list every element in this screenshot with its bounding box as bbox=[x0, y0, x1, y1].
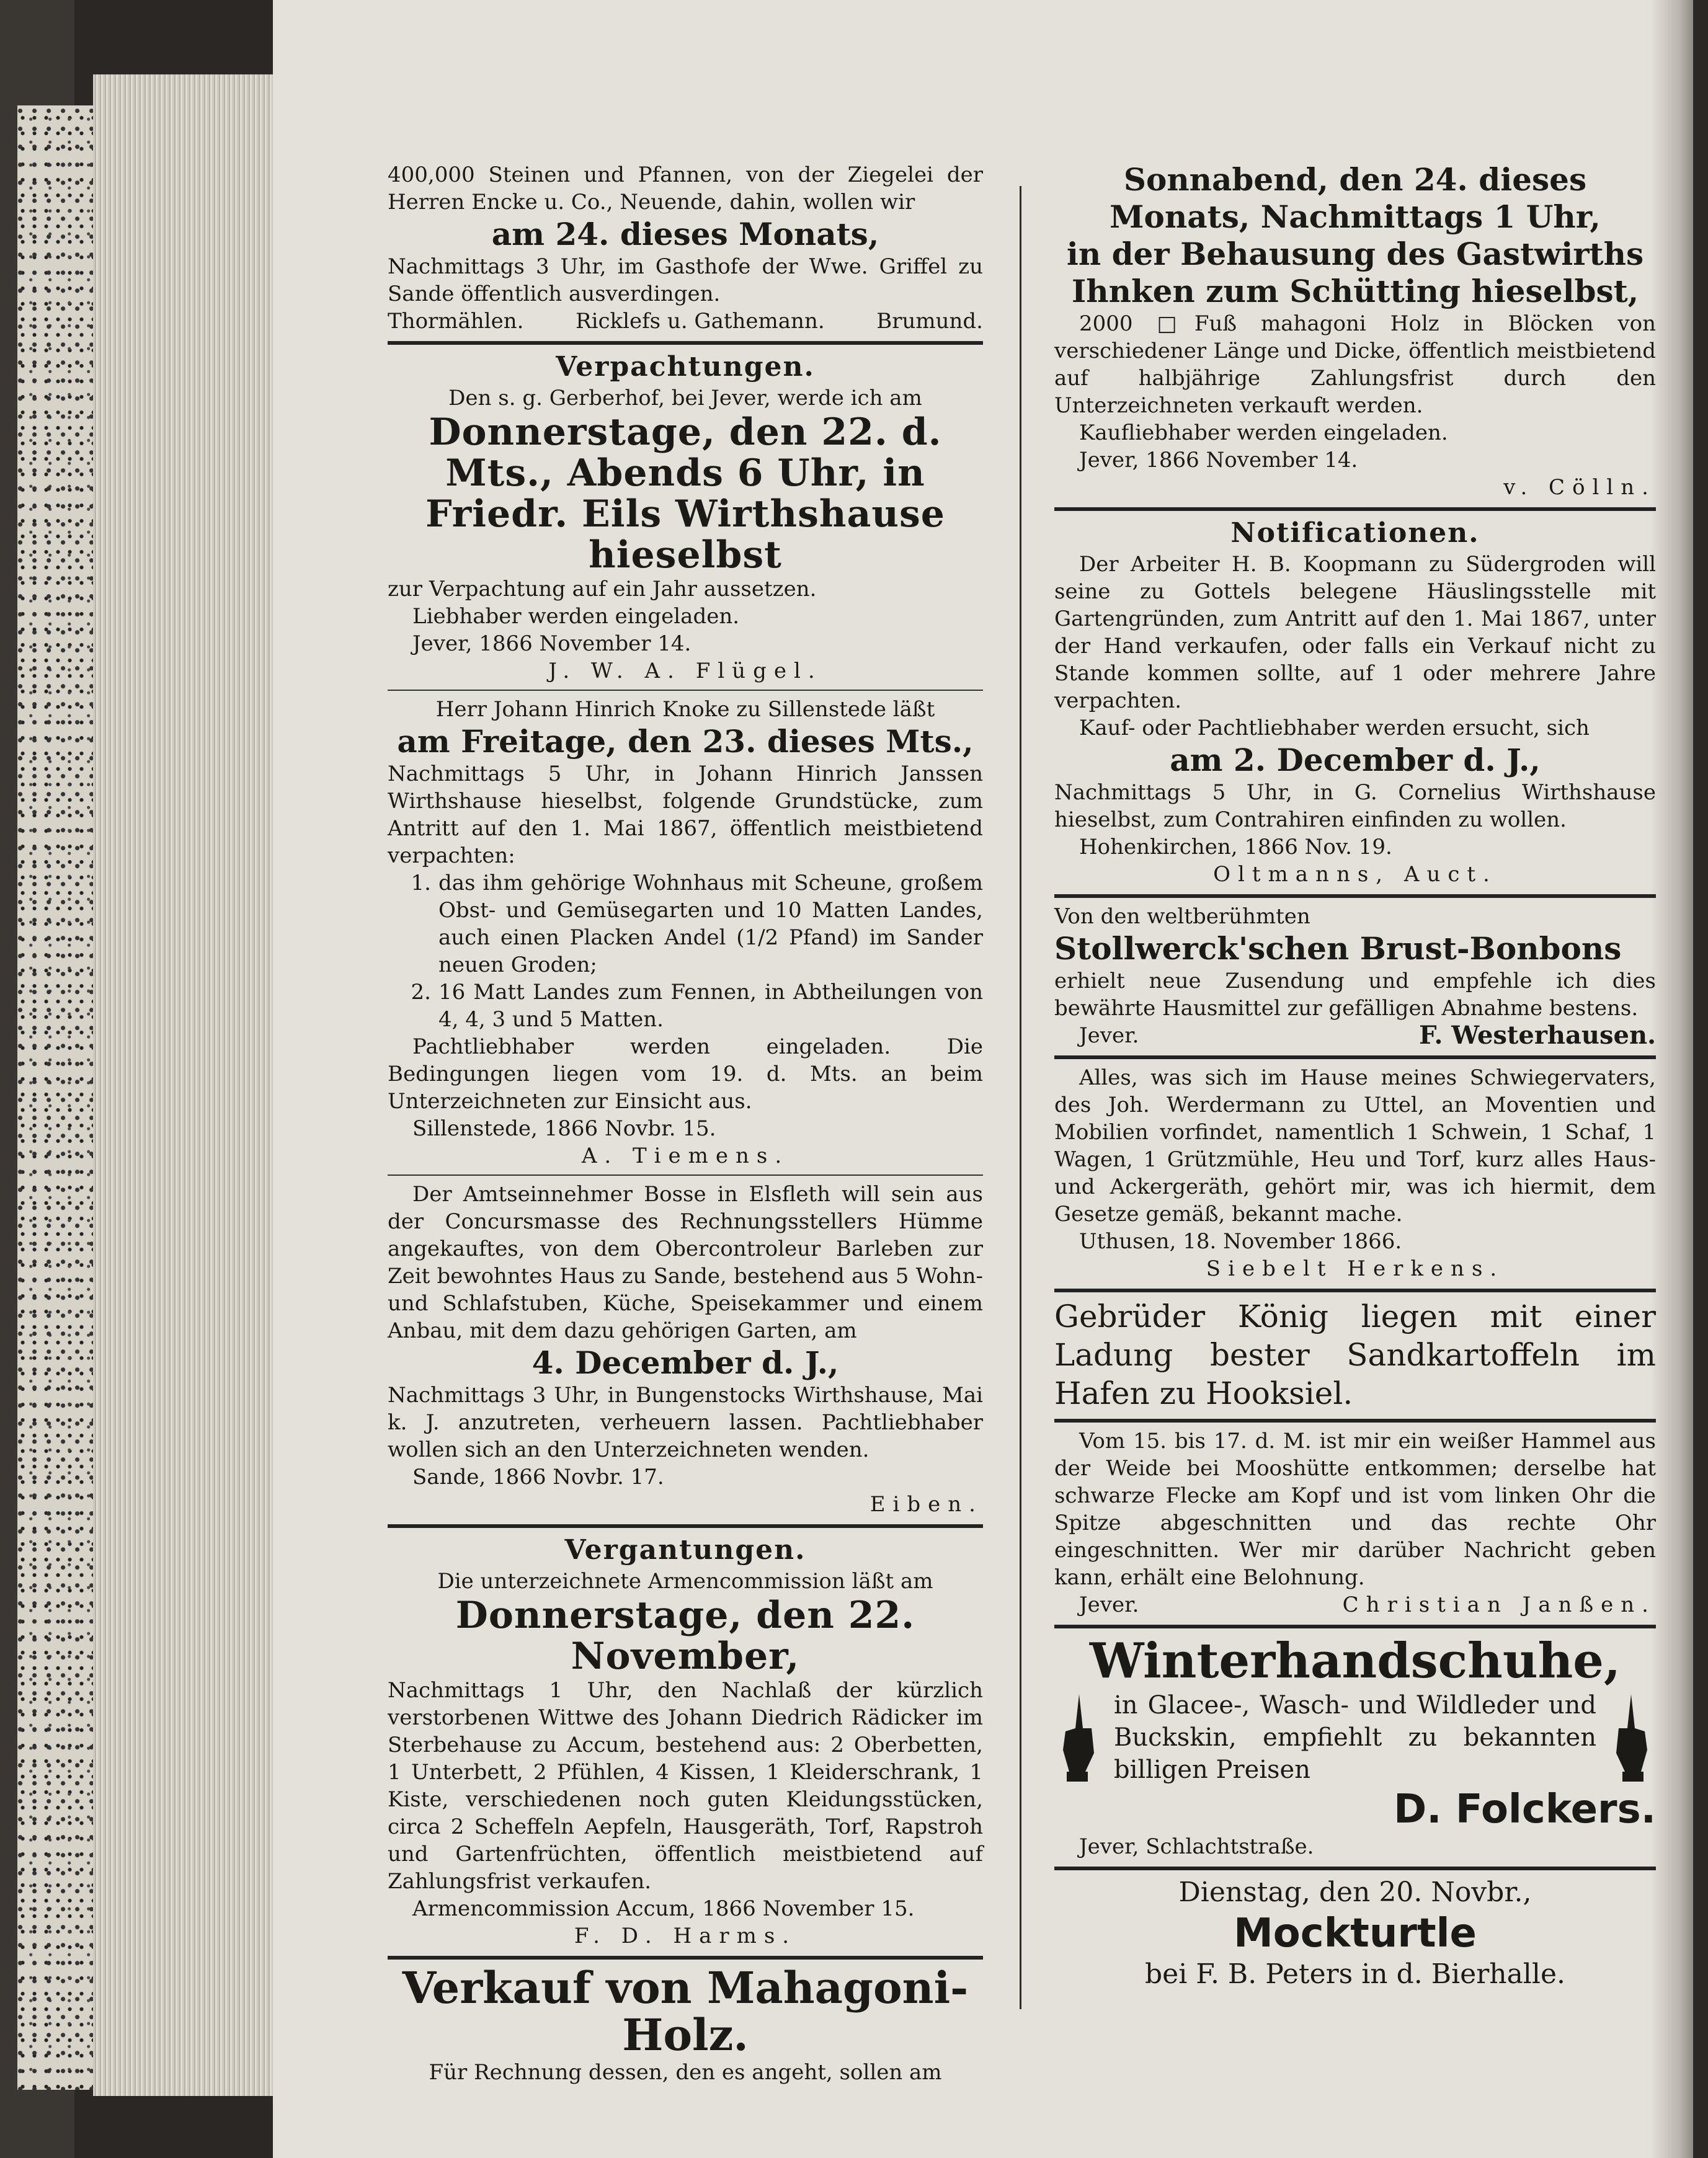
ad-signature: Siebelt Herkens. bbox=[1206, 1256, 1505, 1281]
list-item bbox=[388, 869, 983, 979]
ad-headline: Winterhandschuhe, bbox=[1089, 1633, 1621, 1689]
ad-text: Kaufliebhaber werden eingeladen. bbox=[1079, 420, 1448, 445]
ad-place: Jever. bbox=[1079, 1023, 1139, 1048]
ad-mahagoni bbox=[388, 1962, 983, 2086]
signature: Ricklefs u. Gathemann. bbox=[575, 309, 825, 334]
ad-text: Gebrüder König liegen mit einer Ladung bester Sandkartoffeln im Hafen zu Hooksiel. bbox=[1054, 1299, 1656, 1411]
ad-knoke bbox=[388, 696, 983, 1170]
ad-signature: A. Tiemens. bbox=[581, 1143, 790, 1168]
ad-hammel bbox=[1054, 1428, 1656, 1618]
ad-dateline: Jever, 1866 November 14. bbox=[412, 631, 692, 656]
ad-text: bei F. B. Peters in d. Bierhalle. bbox=[1145, 1958, 1565, 1990]
ad-rule bbox=[1054, 1867, 1656, 1870]
ad-text: Die unterzeichnete Armencommission läßt am bbox=[437, 1569, 933, 1594]
ad-text: Nachmittags 1 Uhr, den Nachlaß der kürzlich verstorbenen Wittwe des Johann Diedrich Rädicker im Sterbehause zu Accum, bestehend aus: 2 Oberbetten, 1 Unterbett, 2 Pfühlen, 4 Kissen, 1 Kleiderschrank, 1 Kiste, verschiedenen noch guten Kleidungsstücken, circa 2 Scheffeln Aepfeln, Hausgeräth, Torf, Rapstroh und Gartenfrüchten, öffentlich meistbietend auf Zahlungsfrist verkaufen. bbox=[388, 1678, 983, 1894]
ad-text: Vom 15. bis 17. d. M. ist mir ein weißer Hammel aus der Weide bei Mooshütte entkommen; derselbe hat schwarze Flecke am Kopf und ist vom linken Ohr die Spitze abgeschnitten und das rechte Ohr eingeschnitten. Wer mir darüber Nachricht geben kann, erhält eine Belohnung. bbox=[1054, 1429, 1656, 1590]
ad-text: Der Arbeiter H. B. Koopmann zu Südergroden will seine zu Gottels belegene Häuslingsstelle mit Gartengründen, zum Antritt auf den 1. Mai 1867, unter der Hand verkaufen, oder falls ein Verkauf nicht zu Stande kommen sollte, auf 1 oder mehrere Jahre verpachten. bbox=[1054, 552, 1656, 713]
ad-bosse bbox=[388, 1181, 983, 1518]
ad-herkens bbox=[1054, 1064, 1656, 1282]
ad-signature: v. Cölln. bbox=[1503, 475, 1656, 500]
ad-mahagoni-cont bbox=[1054, 161, 1656, 501]
ad-text: Herr Johann Hinrich Knoke zu Sillenstede läßt bbox=[435, 697, 935, 722]
list-item bbox=[388, 979, 983, 1033]
right-column bbox=[1054, 161, 1656, 1992]
ad-headline: Donnerstage, den 22. November, bbox=[455, 1594, 915, 1678]
list-text: 16 Matt Landes zum Fennen, in Abtheilungen von 4, 4, 3 und 5 Matten. bbox=[438, 980, 983, 1032]
ad-text: 400,000 Steinen und Pfannen, von der Ziegelei der Herren Encke u. Co., Neuende, dahin, wollen wir bbox=[388, 162, 983, 215]
ad-headline: Donnerstage, den 22. d. Mts., Abends 6 Uhr, in Friedr. Eils Wirthshause hieselbst bbox=[425, 411, 945, 577]
ad-text: Liebhaber werden eingeladen. bbox=[412, 604, 740, 629]
ad-place: Jever. bbox=[1079, 1592, 1139, 1617]
ad-signature: J. W. A. Flügel. bbox=[548, 659, 822, 683]
page-gutter-shadow bbox=[1650, 0, 1693, 2158]
ad-headline: Verkauf von Mahagoni-Holz. bbox=[402, 1962, 969, 2061]
ad-rule bbox=[1054, 894, 1656, 898]
ad-text: zur Verpachtung auf ein Jahr aussetzen. bbox=[388, 577, 817, 602]
ad-text: Alles, was sich im Hause meines Schwiegervaters, des Joh. Werdermann zu Uttel, an Moventien und Mobilien vorfindet, namentlich 1 Schwein, 1 Schaf, 1 Wagen, 1 Grützmühle, Heu und Torf, kurz alles Haus- und Ackergeräth, gehört mir, was ich hiermit, dem Gesetze gemäß, bekannt mache. bbox=[1054, 1065, 1656, 1227]
ad-text: Kauf- oder Pachtliebhaber werden ersucht, sich bbox=[1079, 716, 1590, 740]
list-text: das ihm gehörige Wohnhaus mit Scheune, großem Obst- und Gemüsegarten und 10 Matten Landes, auch einen Placken Andel (1/2 Pfand) im Sander neuen Groden; bbox=[438, 871, 983, 977]
ad-rule bbox=[388, 1174, 983, 1176]
ad-signature: Eiben. bbox=[870, 1492, 983, 1517]
section-rule bbox=[388, 1956, 983, 1960]
ad-text: Pachtliebhaber werden eingeladen. Die Bedingungen liegen vom 19. d. Mts. an beim Unterzeichneten zur Einsicht aus. bbox=[388, 1034, 983, 1114]
section-rule bbox=[1054, 507, 1656, 511]
ad-signatures bbox=[1054, 1591, 1656, 1618]
section-heading: Notificationen. bbox=[1230, 517, 1480, 549]
ad-mockturtle bbox=[1054, 1875, 1656, 1992]
ad-merchant-name: D. Folckers. bbox=[1394, 1787, 1656, 1832]
ad-headline: Sonnabend, den 24. dieses Monats, Nachmittags 1 Uhr, bbox=[1110, 161, 1601, 235]
ad-koenig bbox=[1054, 1297, 1656, 1413]
ad-rule bbox=[1054, 1289, 1656, 1292]
column-divider bbox=[1020, 186, 1021, 2009]
ad-text: Der Amtseinnehmer Bosse in Elsfleth will sein aus der Concursmasse des Rechnungsstellers Hümme angekauftes, von dem Obercontroleur Barleben zur Zeit bewohntes Haus zu Sande, bestehend aus 5 Wohn- und Schlafstuben, Küche, Speisekammer und einem Anbau, mit dem dazu gehörigen Garten, am bbox=[388, 1182, 983, 1343]
ad-armencommission bbox=[388, 1568, 983, 1950]
signature: Thormählen. bbox=[388, 309, 524, 334]
ad-stollwerck bbox=[1054, 903, 1656, 1049]
pointing-hand-right-icon bbox=[1606, 1691, 1656, 1784]
ad-headline: am Freitage, den 23. dieses Mts., bbox=[397, 723, 974, 760]
ad-text: Nachmittags 5 Uhr, in Johann Hinrich Janssen Wirthshause hieselbst, folgende Grundstücke, zum Antritt auf den 1. Mai 1867, öffentlich meistbietend verpachten: bbox=[388, 762, 983, 868]
ad-signatures bbox=[388, 308, 983, 335]
ad-dateline: Sillenstede, 1866 Novbr. 15. bbox=[412, 1116, 716, 1141]
list-number: 2. bbox=[411, 980, 431, 1005]
ad-gerberhof bbox=[388, 384, 983, 685]
ad-text: Dienstag, den 20. Novbr., bbox=[1178, 1876, 1532, 1908]
section-rule bbox=[388, 341, 983, 345]
ad-address: Jever, Schlachtstraße. bbox=[1079, 1834, 1314, 1859]
ad-ziegelei bbox=[388, 161, 983, 335]
ad-dateline: Uthusen, 18. November 1866. bbox=[1079, 1229, 1402, 1254]
ad-koopmann bbox=[1054, 551, 1656, 888]
ad-dateline: Jever, 1866 November 14. bbox=[1079, 448, 1358, 473]
section-heading: Verpachtungen. bbox=[556, 351, 815, 383]
ad-headline: Stollwerck'schen Brust-Bonbons bbox=[1054, 930, 1622, 967]
ad-headline: 4. December d. J., bbox=[532, 1344, 839, 1381]
ad-rule bbox=[1054, 1055, 1656, 1059]
ad-rule bbox=[388, 690, 983, 691]
ad-text: erhielt neue Zusendung und empfehle ich dies bewährte Hausmittel zur gefälligen Abnahme bestens. bbox=[1054, 969, 1656, 1021]
signature: Brumund. bbox=[876, 309, 983, 334]
section-rule bbox=[388, 1524, 983, 1528]
signature: Christian Janßen. bbox=[1342, 1592, 1656, 1617]
signature: F. Westerhausen. bbox=[1419, 1021, 1656, 1050]
ad-text: Den s. g. Gerberhof, bei Jever, werde ich am bbox=[448, 386, 922, 411]
ad-text: in Glacee-, Wasch- und Wildleder und Buckskin, empfiehlt zu bekannten billigen Preisen bbox=[1114, 1691, 1596, 1784]
ad-dateline: Sande, 1866 Novbr. 17. bbox=[412, 1465, 664, 1490]
ad-text: Für Rechnung dessen, den es angeht, sollen am bbox=[429, 2060, 942, 2085]
ad-text: Nachmittags 3 Uhr, in Bungenstocks Wirthshause, Mai k. J. anzutreten, verheuern lassen. Pachtliebhaber wollen sich an den Unterzeichneten wenden. bbox=[388, 1383, 983, 1462]
ad-headline: Mockturtle bbox=[1234, 1911, 1477, 1956]
pointing-hand-left-icon bbox=[1054, 1691, 1104, 1784]
ad-winterhandschuhe bbox=[1054, 1633, 1656, 1860]
ad-signature: Oltmanns, Auct. bbox=[1213, 862, 1497, 887]
ad-signatures bbox=[1054, 1022, 1656, 1049]
ad-headline: in der Behausung des Gastwirths Ihnken zum Schütting hieselbst, bbox=[1066, 236, 1644, 309]
ad-dateline: Armencommission Accum, 1866 November 15. bbox=[412, 1896, 915, 1921]
page-edges bbox=[93, 74, 291, 2096]
list-number: 1. bbox=[411, 871, 431, 895]
ad-signature: F. D. Harms. bbox=[574, 1924, 797, 1948]
ad-rule bbox=[1054, 1625, 1656, 1628]
ad-text: Von den weltberühmten bbox=[1054, 904, 1310, 929]
ad-headline: am 2. December d. J., bbox=[1170, 742, 1541, 778]
ad-dateline: Hohenkirchen, 1866 Nov. 19. bbox=[1079, 835, 1392, 859]
ad-text: 2000 □Fuß mahagoni Holz in Blöcken von verschiedener Länge und Dicke, öffentlich meistbietend auf halbjährige Zahlungsfrist durch den Unterzeichneten verkauft werden. bbox=[1054, 311, 1656, 418]
section-heading: Vergantungen. bbox=[564, 1534, 806, 1566]
ad-text: Nachmittags 5 Uhr, in G. Cornelius Wirthshause hieselbst, zum Contrahiren einfinden zu wollen. bbox=[1054, 780, 1656, 832]
ad-date-headline: am 24. dieses Monats, bbox=[491, 216, 879, 252]
left-column bbox=[388, 161, 983, 2086]
ad-text: Nachmittags 3 Uhr, im Gasthofe der Wwe. Griffel zu Sande öffentlich ausverdingen. bbox=[388, 254, 983, 306]
ad-rule bbox=[1054, 1419, 1656, 1423]
